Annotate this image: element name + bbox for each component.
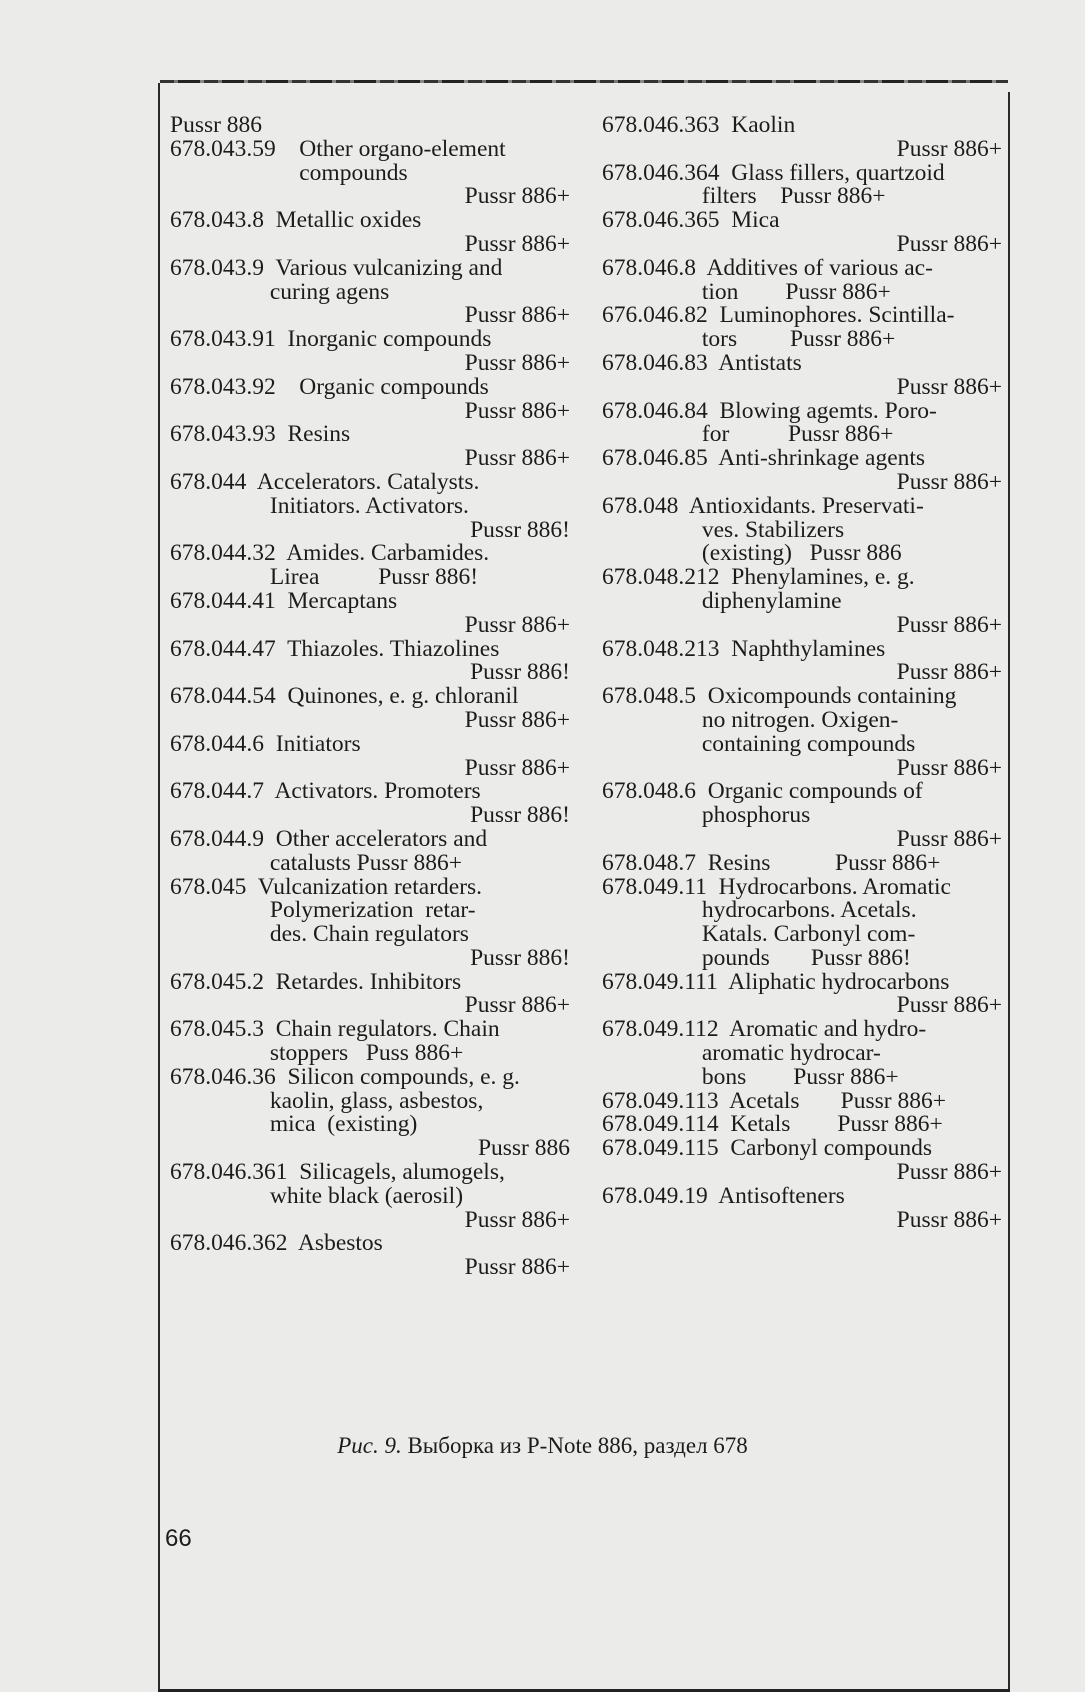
catalog-entry <box>170 587 570 638</box>
entry-reference: Pussr 886! <box>470 659 570 686</box>
entry-line: 678.048.212 Phenylamines, e. g. <box>602 564 915 591</box>
catalog-entry <box>602 1087 1002 1114</box>
entry-line: 678.049.115 Carbonyl compounds <box>602 1135 933 1162</box>
entry-line: 678.046.84 Blowing agemts. Poro- <box>602 397 937 424</box>
entry-reference: Pussr 886+ <box>464 1206 570 1233</box>
catalog-entry <box>602 447 1002 495</box>
catalog-entry <box>602 873 1002 971</box>
entry-reference: Pussr 886 <box>477 1135 570 1162</box>
entry-reference: Pussr 886+ <box>464 992 570 1019</box>
entry-line: 678.044.47 Thiazoles. Thiazolines <box>170 635 500 662</box>
entry-line: 678.046.363 Kaolin <box>602 112 796 138</box>
entry-line: Lirea Pussr 886! <box>170 564 479 591</box>
catalog-entry <box>170 373 570 424</box>
entry-line: 678.044.32 Amides. Carbamides. <box>170 540 490 567</box>
entry-line: for Pussr 886+ <box>602 421 894 448</box>
entry-line: filters Pussr 886+ <box>602 183 886 210</box>
entry-line: 678.043.92 Organic compounds <box>170 373 489 400</box>
entry-reference: Pussr 886+ <box>464 349 570 376</box>
right-column <box>602 114 1002 1232</box>
catalog-entry <box>170 542 570 590</box>
entry-line: 678.045.2 Retardes. Inhibitors <box>170 968 462 995</box>
entry-line: 678.046.361 Silicagels, alumogels, <box>170 1159 505 1186</box>
catalog-entry <box>602 1137 1002 1185</box>
entry-line: 678.049.114 Ketals Pussr 886+ <box>602 1111 943 1138</box>
entry-line: tion Pussr 886+ <box>602 278 891 305</box>
entry-reference: Pussr 886+ <box>896 373 1002 400</box>
entry-reference: Pussr 886+ <box>896 230 1002 257</box>
entry-line: 678.043.9 Various vulcanizing and <box>170 254 503 281</box>
catalog-entry <box>602 685 1002 780</box>
entry-line: 678.048.7 Resins Pussr 886+ <box>602 849 941 876</box>
entry-line: 678.043.59 Other organo-element <box>170 135 506 162</box>
catalog-entry <box>602 492 1002 567</box>
entry-line: stoppers Puss 886+ <box>170 1040 464 1067</box>
entry-line: diphenylamine <box>602 587 842 614</box>
catalog-entry <box>170 254 570 329</box>
catalog-entry <box>602 254 1002 305</box>
catalog-entry <box>170 114 570 138</box>
entry-line: 678.049.19 Antisofteners <box>602 1182 845 1209</box>
entry-line: white black (aerosil) <box>170 1182 464 1209</box>
entry-line: 678.046.36 Silicon compounds, e. g. <box>170 1063 520 1090</box>
entry-line: 678.048.213 Naphthylamines <box>602 635 886 662</box>
entry-line: des. Chain regulators <box>170 921 469 948</box>
catalog-entry <box>602 1113 1002 1137</box>
entry-reference: Pussr 886+ <box>896 754 1002 781</box>
entry-line: 678.049.11 Hydrocarbons. Aromatic <box>602 873 951 900</box>
caption-label: Рис. 9. <box>337 1433 402 1458</box>
entry-reference: Pussr 886+ <box>464 754 570 781</box>
entry-line: 678.046.364 Glass fillers, quartzoid <box>602 159 945 186</box>
catalog-entry <box>170 1018 570 1066</box>
entry-line: 678.044.6 Initiators <box>170 730 361 757</box>
entry-line: 678.048 Antioxidants. Preservati- <box>602 492 924 519</box>
entry-reference: Pussr 886+ <box>896 135 1002 162</box>
entry-line: 678.046.83 Antistats <box>602 349 802 376</box>
caption-text: Выборка из P-Note 886, раздел 678 <box>407 1433 748 1458</box>
entry-line: 678.043.8 Metallic oxides <box>170 207 422 234</box>
frame-top-rule <box>160 80 1008 83</box>
catalog-entry <box>170 135 570 210</box>
entry-line: (existing) Pussr 886 <box>602 540 902 567</box>
entry-reference: Pussr 886+ <box>896 468 1002 495</box>
entry-line: 678.044.54 Quinones, e. g. chloranil <box>170 683 519 710</box>
entry-line: Katals. Carbonyl com- <box>602 921 916 948</box>
entry-line: catalusts Pussr 886+ <box>170 849 462 876</box>
entry-line: 678.048.5 Oxicompounds containing <box>602 683 957 710</box>
entry-reference: Pussr 886+ <box>896 659 1002 686</box>
catalog-entry <box>602 159 1002 210</box>
entry-line: bons Pussr 886+ <box>602 1063 899 1090</box>
catalog-entry <box>170 1232 570 1280</box>
catalog-entry <box>602 304 1002 352</box>
entry-line: 678.048.6 Organic compounds of <box>602 778 923 805</box>
entry-line: 678.045 Vulcanization retarders. <box>170 873 483 900</box>
entry-line: Pussr 886 <box>170 112 263 138</box>
entry-reference: Pussr 886+ <box>464 706 570 733</box>
entry-line: 678.049.112 Aromatic and hydro- <box>602 1016 927 1043</box>
catalog-entry <box>170 423 570 471</box>
catalog-entry <box>170 1161 570 1232</box>
entry-reference: Pussr 886! <box>470 944 570 971</box>
entry-line: no nitrogen. Oxigen- <box>602 706 899 733</box>
entry-reference: Pussr 886+ <box>464 230 570 257</box>
entry-reference: Pussr 886+ <box>896 992 1002 1019</box>
entry-line: 678.043.93 Resins <box>170 421 351 448</box>
catalog-entry <box>602 209 1002 257</box>
catalog-entry <box>602 1182 1002 1233</box>
catalog-entry <box>170 730 570 781</box>
entry-line: 678.049.111 Aliphatic hydrocarbons <box>602 968 950 995</box>
entry-line: kaolin, glass, asbestos, <box>170 1087 484 1114</box>
entry-line: phosphorus <box>602 802 811 829</box>
entry-line: ves. Stabilizers <box>602 516 845 543</box>
entry-line: tors Pussr 886+ <box>602 326 896 353</box>
entry-line: 678.045.3 Chain regulators. Chain <box>170 1016 500 1043</box>
entry-line: 678.044.9 Other accelerators and <box>170 825 488 852</box>
entry-line: 678.046.365 Mica <box>602 207 780 234</box>
entry-reference: Pussr 886! <box>470 516 570 543</box>
catalog-entry <box>170 635 570 686</box>
entry-reference: Pussr 886+ <box>464 611 570 638</box>
catalog-entry <box>602 1018 1002 1089</box>
entry-reference: Pussr 886+ <box>464 397 570 424</box>
entry-line: Initiators. Activators. <box>170 492 469 519</box>
entry-line: 678.046.85 Anti-shrinkage agents <box>602 445 926 472</box>
catalog-entry <box>602 968 1002 1019</box>
entry-line: 678.046.8 Additives of various ac- <box>602 254 933 281</box>
entry-reference: Pussr 886+ <box>464 445 570 472</box>
catalog-entry <box>602 780 1002 851</box>
entry-line: curing agens <box>170 278 390 305</box>
figure-caption <box>0 1433 1085 1459</box>
entry-reference: Pussr 886+ <box>896 611 1002 638</box>
page-number: 66 <box>165 1525 192 1552</box>
entry-reference: Pussr 886+ <box>896 1206 1002 1233</box>
entry-reference: Pussr 886! <box>470 802 570 829</box>
entry-line: compounds <box>170 159 408 186</box>
entry-line: 678.044.7 Activators. Promoters <box>170 778 481 805</box>
entry-reference: Pussr 886+ <box>896 1159 1002 1186</box>
catalog-entry <box>170 1063 570 1162</box>
catalog-entry <box>170 873 570 971</box>
entry-line: pounds Pussr 886! <box>602 944 911 971</box>
entry-line: aromatic hydrocar- <box>602 1040 881 1067</box>
entry-line: Polymerization retar- <box>170 897 476 924</box>
entry-reference: Pussr 886+ <box>464 1254 570 1281</box>
catalog-entry <box>170 780 570 828</box>
entry-reference: Pussr 886+ <box>896 825 1002 852</box>
catalog-entry <box>602 635 1002 686</box>
entry-line: mica (existing) <box>170 1111 418 1138</box>
catalog-entry <box>602 566 1002 637</box>
entry-line: 678.043.91 Inorganic compounds <box>170 326 492 353</box>
catalog-entry <box>170 328 570 376</box>
catalog-entry <box>170 209 570 257</box>
entry-reference: Pussr 886+ <box>464 302 570 329</box>
left-column <box>170 114 570 1280</box>
entry-line: containing compounds <box>602 730 916 757</box>
entry-line: 676.046.82 Luminophores. Scintilla- <box>602 302 955 329</box>
entry-line: 678.044 Accelerators. Catalysts. <box>170 468 480 495</box>
catalog-entry <box>170 968 570 1019</box>
catalog-entry <box>170 685 570 733</box>
catalog-entry <box>602 114 1002 162</box>
entry-line: 678.044.41 Mercaptans <box>170 587 398 614</box>
catalog-entry <box>170 825 570 876</box>
catalog-entry <box>602 349 1002 400</box>
entry-reference: Pussr 886+ <box>464 183 570 210</box>
catalog-entry <box>602 849 1002 876</box>
entry-line: hydrocarbons. Acetals. <box>602 897 917 924</box>
catalog-entry <box>170 468 570 543</box>
catalog-entry <box>602 397 1002 448</box>
entry-line: 678.049.113 Acetals Pussr 886+ <box>602 1087 946 1114</box>
entry-line: 678.046.362 Asbestos <box>170 1230 383 1257</box>
